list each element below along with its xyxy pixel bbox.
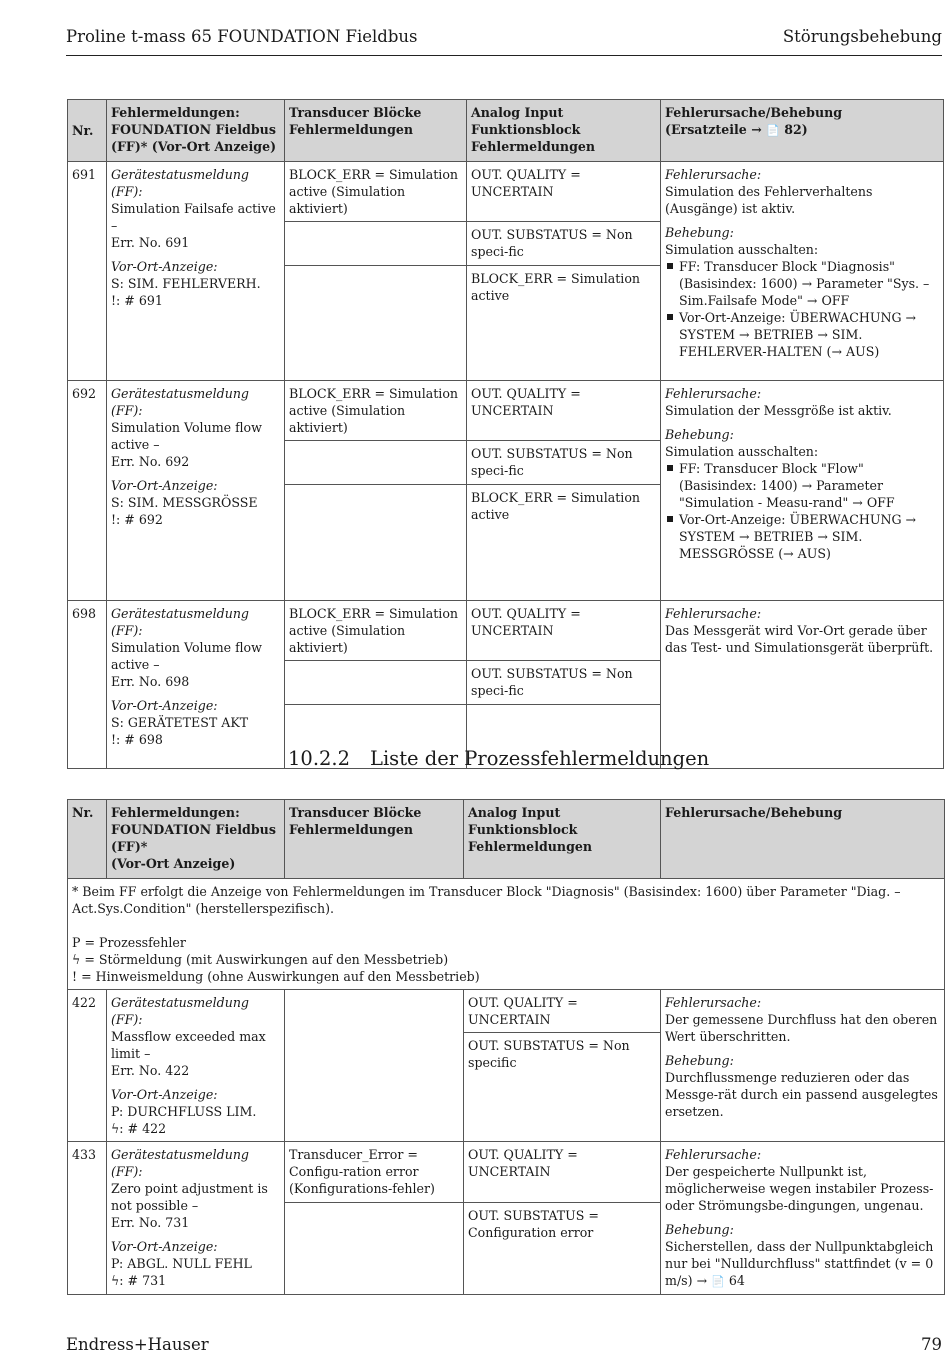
ai-substatus-cell: OUT. SUBSTATUS = Configuration error (464, 1203, 661, 1295)
ai-blockerr-cell: BLOCK_ERR = Simulation active (467, 485, 661, 601)
cause-cell: Fehlerursache: Simulation der Messgröße ist aktiv. Behebung: Simulation ausschalten: FF: Transducer Block "Flow" (Basisindex: 1400) → Parameter "Simulation - Measu-rand" → OFF Vor-Ort-Anzeige: ÜBERWACHUNG → SYSTEM → BETRIEB → SIM. MESSGRÖSSE (→ AUS) (661, 381, 944, 601)
col-header-nr: Nr. (68, 100, 107, 162)
list-item: FF: Transducer Block "Flow" (Basisindex: 1400) → Parameter "Simulation - Measu-rand" → OFF (679, 460, 939, 511)
error-message-cell: Gerätestatusmeldung (FF): Zero point adjustment is not possible – Err. No. 731 Vor-Ort-Anzeige: P: ABGL. NULL FEHL ϟ: # 731 (107, 1142, 285, 1295)
col-header-nr: Nr. (68, 800, 107, 879)
col-header-transducer: Transducer Blöcke Fehlermeldungen (285, 800, 464, 879)
col-header-messages: Fehlermeldungen: FOUNDATION Fieldbus (FF)* (Vor-Ort Anzeige) (107, 800, 285, 879)
error-number: 433 (68, 1142, 107, 1295)
transducer-cell: BLOCK_ERR = Simulation active (Simulation aktiviert) (285, 162, 467, 222)
col-header-transducer: Transducer Blöcke Fehlermeldungen (285, 100, 467, 162)
error-message-cell: Gerätestatusmeldung (FF): Simulation Volume flow active – Err. No. 698 Vor-Ort-Anzeige: S: GERÄTETEST AKT !: # 698 (107, 601, 285, 769)
ai-quality-cell: OUT. QUALITY = UNCERTAIN (467, 162, 661, 222)
transducer-cell (285, 990, 464, 1142)
table-header-row (68, 800, 945, 879)
page-header-left: Proline t-mass 65 FOUNDATION Fieldbus (66, 27, 418, 46)
table-row (68, 601, 944, 661)
col-header-analog-input: Analog Input Funktionsblock Fehlermeldungen (467, 100, 661, 162)
error-number: 698 (68, 601, 107, 769)
transducer-cell-empty (285, 661, 467, 705)
transducer-cell: Transducer_Error = Configu-ration error (Konfigurations-fehler) (285, 1142, 464, 1203)
col-header-cause: Fehlerursache/Behebung (661, 800, 945, 879)
transducer-cell-empty (285, 441, 467, 485)
col-header-analog-input: Analog Input Funktionsblock Fehlermeldungen (464, 800, 661, 879)
transducer-cell-empty (285, 485, 467, 601)
cause-cell: Fehlerursache: Der gespeicherte Nullpunkt ist, möglicherweise wegen instabiler Prozess- oder Strömungsbe-dingungen, ungenau. Behebung: Sicherstellen, dass der Nullpunktabgleich nur bei "Nulldurchfluss" stattfindet (v = 0 m/s) → 📄 64 (661, 1142, 945, 1295)
ai-quality-cell: OUT. QUALITY = UNCERTAIN (464, 1142, 661, 1203)
ai-substatus-cell: OUT. SUBSTATUS = Non speci-fic (467, 661, 661, 705)
cause-cell: Fehlerursache: Das Messgerät wird Vor-Ort gerade über das Test- und Simulationsgerät überprüft. (661, 601, 944, 769)
ai-blockerr-cell: BLOCK_ERR = Simulation active (467, 266, 661, 381)
document-icon: 📄 (711, 1275, 725, 1288)
section-number: 10.2.2 (288, 747, 351, 770)
ai-quality-cell: OUT. QUALITY = UNCERTAIN (464, 990, 661, 1033)
list-item: Vor-Ort-Anzeige: ÜBERWACHUNG → SYSTEM → BETRIEB → SIM. MESSGRÖSSE (→ AUS) (679, 511, 939, 562)
col-header-cause: Fehlerursache/Behebung (Ersatzteile → 📄 82) (661, 100, 944, 162)
transducer-cell-empty (285, 222, 467, 266)
table-row (68, 1142, 945, 1203)
ai-substatus-cell: OUT. SUBSTATUS = Non speci-fic (467, 441, 661, 485)
page-footer-left: Endress+Hauser (66, 1335, 209, 1354)
section-heading: Liste der Prozessfehlermeldungen (370, 747, 710, 770)
process-error-table (67, 799, 945, 1295)
ai-substatus-cell: OUT. SUBSTATUS = Non specific (464, 1033, 661, 1142)
error-message-cell: Gerätestatusmeldung (FF): Simulation Failsafe active – Err. No. 691 Vor-Ort-Anzeige: S: SIM. FEHLERVERH. !: # 691 (107, 162, 285, 381)
list-item: FF: Transducer Block "Diagnosis" (Basisindex: 1600) → Parameter "Sys. – Sim.Failsafe Mode" → OFF (679, 258, 939, 309)
notice-symbol-icon: ! (72, 969, 78, 984)
transducer-cell: BLOCK_ERR = Simulation active (Simulation aktiviert) (285, 601, 467, 661)
error-number: 691 (68, 162, 107, 381)
header-rule (66, 55, 942, 56)
error-message-cell: Gerätestatusmeldung (FF): Massflow exceeded max limit – Err. No. 422 Vor-Ort-Anzeige: P: DURCHFLUSS LIM. ϟ: # 422 (107, 990, 285, 1142)
fault-symbol-icon: ϟ (72, 952, 81, 967)
list-item: Vor-Ort-Anzeige: ÜBERWACHUNG → SYSTEM → BETRIEB → SIM. FEHLERVER-HALTEN (→ AUS) (679, 309, 939, 360)
transducer-cell: BLOCK_ERR = Simulation active (Simulation aktiviert) (285, 381, 467, 441)
page-number: 79 (921, 1335, 942, 1354)
legend-note-row (68, 879, 945, 990)
section-title (288, 747, 710, 770)
document-icon: 📄 (766, 124, 780, 137)
table-row (68, 381, 944, 441)
legend-note: * Beim FF erfolgt die Anzeige von Fehlermeldungen im Transducer Block "Diagnosis" (Basisindex: 1600) über Parameter "Diag. – Act.Sys.Condition" (herstellerspezifisch). P = Prozessfehler ϟ = Störmeldung (mit Auswirkungen auf den Messbetrieb) ! = Hinweismeldung (ohne Auswirkungen auf den Messbetrieb) (68, 879, 945, 990)
error-number: 422 (68, 990, 107, 1142)
transducer-cell-empty (285, 266, 467, 381)
system-error-table (67, 99, 944, 769)
col-header-messages: Fehlermeldungen: FOUNDATION Fieldbus (FF)* (Vor-Ort Anzeige) (107, 100, 285, 162)
ai-quality-cell: OUT. QUALITY = UNCERTAIN (467, 381, 661, 441)
ai-quality-cell: OUT. QUALITY = UNCERTAIN (467, 601, 661, 661)
cause-cell: Fehlerursache: Der gemessene Durchfluss hat den oberen Wert überschritten. Behebung: Durchflussmenge reduzieren oder das Messge-rät durch ein passend ausgelegtes ersetzen. (661, 990, 945, 1142)
table-row (68, 990, 945, 1033)
error-number: 692 (68, 381, 107, 601)
table-row (68, 162, 944, 222)
error-message-cell: Gerätestatusmeldung (FF): Simulation Volume flow active – Err. No. 692 Vor-Ort-Anzeige: S: SIM. MESSGRÖSSE !: # 692 (107, 381, 285, 601)
ai-substatus-cell: OUT. SUBSTATUS = Non speci-fic (467, 222, 661, 266)
table-header-row (68, 100, 944, 162)
page-header-right: Störungsbehebung (782, 27, 942, 46)
cause-cell: Fehlerursache: Simulation des Fehlerverhaltens (Ausgänge) ist aktiv. Behebung: Simulation ausschalten: FF: Transducer Block "Diagnosis" (Basisindex: 1600) → Parameter "Sys. – Sim.Failsafe Mode" → OFF Vor-Ort-Anzeige: ÜBERWACHUNG → SYSTEM → BETRIEB → SIM. FEHLERVER-HALTEN (→ AUS) (661, 162, 944, 381)
transducer-cell-empty (285, 1203, 464, 1295)
